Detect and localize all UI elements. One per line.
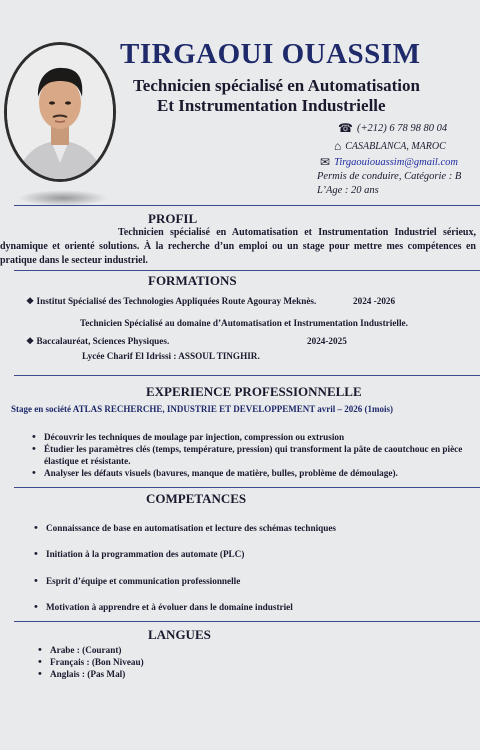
location-contact	[334, 139, 446, 154]
list-item: • Découvrir les techniques de moulage par injection, compression ou extrusion	[30, 431, 470, 443]
profil-heading: PROFIL	[148, 211, 198, 226]
driving-license: Permis de conduire, Catégorie : B	[317, 171, 462, 182]
age: L’Age : 20 ans	[317, 185, 379, 196]
phone-number: (+212) 6 78 98 80 04	[356, 123, 448, 134]
langues-list	[36, 644, 336, 680]
profil-text: Technicien spécialisé en Automatisation et Instrumentation Industriel sérieux, dynamique et orienté solutions. À la recherche d’un emploi ou un stage pour mettre mes compétences en pratique dans le secteur industriel.	[0, 227, 476, 266]
formations-heading: FORMATIONS	[148, 273, 237, 288]
formation-dates: 2024-2025	[307, 336, 347, 346]
formation-school: Institut Spécialisé des Technologies Appliquées Route Agouray Meknès.	[36, 296, 317, 306]
competences-list	[32, 522, 472, 534]
list-item: • Esprit d’équipe et communication professionnelle	[32, 575, 472, 587]
list-item: • Initiation à la programmation des automate (PLC)	[32, 548, 472, 560]
formation-detail: Technicien Spécialisé au domaine d’Automatisation et Instrumentation Industrielle.	[80, 318, 408, 328]
formation-item	[26, 296, 316, 307]
experience-list	[30, 431, 470, 479]
email-icon: ✉	[320, 155, 331, 169]
competences-list	[32, 601, 472, 613]
list-item: • Anglais : (Pas Mal)	[36, 668, 336, 680]
candidate-name: TIRGAOUI OUASSIM	[120, 38, 421, 70]
competences-heading: COMPETANCES	[146, 491, 247, 506]
formation-detail: Lycée Charif El Idrissi : ASSOUL TINGHIR.	[82, 351, 260, 361]
divider	[14, 621, 480, 622]
divider	[14, 205, 480, 206]
list-item: • Analyser les défauts visuels (bavures, manque de matière, bulles, problème de démoulage).	[30, 467, 470, 479]
list-item: • Motivation à apprendre et à évoluer dans le domaine industriel	[32, 601, 472, 613]
divider	[14, 487, 480, 488]
email-contact	[320, 155, 458, 170]
list-item: • Connaissance de base en automatisation et lecture des schémas techniques	[32, 522, 472, 534]
competences-list	[32, 575, 472, 587]
job-title-line-1: Technicien spécialisé en Automatisation	[133, 76, 420, 95]
competences-list	[32, 548, 472, 560]
phone-icon: ☎	[338, 121, 353, 135]
formation-dates: 2024 -2026	[353, 296, 396, 306]
email-link[interactable]: Tirgaouiouassim@gmail.com	[334, 157, 458, 168]
formation-school: Baccalauréat, Sciences Physiques.	[36, 336, 170, 346]
photo-shadow	[18, 190, 108, 206]
profile-photo	[4, 42, 116, 182]
divider	[14, 270, 480, 271]
job-title-line-2: Et Instrumentation Industrielle	[157, 96, 386, 115]
langues-heading: LANGUES	[148, 627, 211, 642]
divider	[14, 375, 480, 376]
list-item: • Arabe : (Courant)	[36, 644, 336, 656]
diamond-bullet-icon: ❖	[26, 336, 35, 346]
experience-heading: EXPERIENCE PROFESSIONNELLE	[146, 384, 362, 399]
location-text: CASABLANCA, MAROC	[345, 141, 446, 152]
phone-contact	[338, 121, 447, 136]
list-item: • Étudier les paramètres clés (temps, température, pression) qui transforment la pâte de caoutchouc en pièce élastique et résistante.	[30, 443, 470, 467]
formation-item	[26, 336, 169, 347]
diamond-bullet-icon: ❖	[26, 296, 35, 306]
list-item: • Français : (Bon Niveau)	[36, 656, 336, 668]
home-icon: ⌂	[334, 139, 342, 153]
stage-title: Stage en société ATLAS RECHERCHE, INDUSTRIE ET DEVELOPPEMENT avril – 2026 (1mois)	[11, 404, 394, 414]
